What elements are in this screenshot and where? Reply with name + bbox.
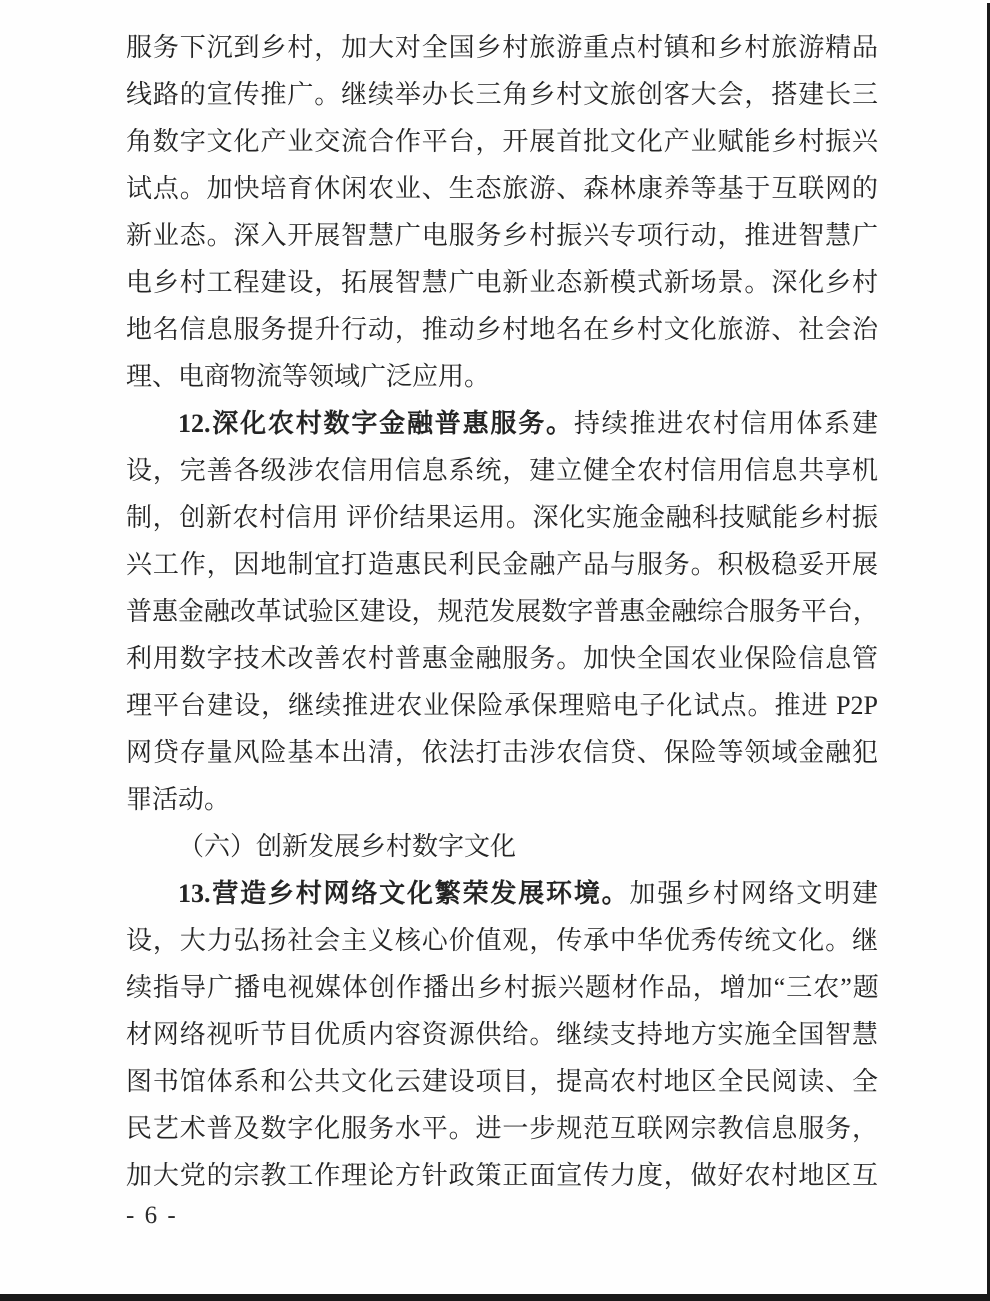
page-body: [126, 24, 878, 1199]
text-line: 地名信息服务提升行动，推动乡村地名在乡村文化旅游、社会治: [126, 315, 878, 344]
text-line: 续指导广播电视媒体创作播出乡村振兴题材作品，增加“三农”题: [126, 973, 878, 1002]
text-line: 角数字文化产业交流合作平台，开展首批文化产业赋能乡村振兴: [126, 127, 878, 156]
text-line: 设，大力弘扬社会主义核心价值观，传承中华优秀传统文化。继: [126, 926, 878, 955]
text-line: 线路的宣传推广。继续举办长三角乡村文旅创客大会，搭建长三: [126, 80, 878, 109]
paragraph-heading-bold: 13.营造乡村网络文化繁荣发展环境。: [178, 879, 630, 908]
text-line: 图书馆体系和公共文化云建设项目，提高农村地区全民阅读、全: [126, 1067, 878, 1096]
text-line: 理平台建设，继续推进农业保险承保理赔电子化试点。推进 P2P: [126, 691, 878, 720]
page-number: - 6 -: [126, 1202, 178, 1229]
text-line: 试点。加快培育休闲农业、生态旅游、森林康养等基于互联网的: [126, 174, 878, 203]
text-line: 罪活动。: [126, 785, 231, 814]
text-line: 民艺术普及数字化服务水平。进一步规范互联网宗教信息服务，: [126, 1114, 878, 1143]
text-line: 13.营造乡村网络文化繁荣发展环境。加强乡村网络文明建: [178, 879, 878, 908]
text-line: 理、电商物流等领域广泛应用。: [126, 362, 491, 391]
text-line: 利用数字技术改善农村普惠金融服务。加快全国农业保险信息管: [126, 644, 878, 673]
text-line: 普惠金融改革试验区建设，规范发展数字普惠金融综合服务平台，: [126, 597, 878, 626]
text-line: 加大党的宗教工作理论方针政策正面宣传力度，做好农村地区互: [126, 1161, 878, 1190]
text-line: （六）创新发展乡村数字文化: [178, 832, 517, 861]
text-line: 12.深化农村数字金融普惠服务。持续推进农村信用体系建: [178, 409, 878, 438]
text-line: 电乡村工程建设，拓展智慧广电新业态新模式新场景。深化乡村: [126, 268, 878, 297]
text-line: 网贷存量风险基本出清，依法打击涉农信贷、保险等领域金融犯: [126, 738, 878, 767]
text-line: 设，完善各级涉农信用信息系统，建立健全农村信用信息共享机: [126, 456, 878, 485]
text-line: 兴工作，因地制宜打造惠民利民金融产品与服务。积极稳妥开展: [126, 550, 878, 579]
paragraph-heading-bold: 12.深化农村数字金融普惠服务。: [178, 409, 574, 438]
text-line: 材网络视听节目优质内容资源供给。继续支持地方实施全国智慧: [126, 1020, 878, 1049]
text-line: 服务下沉到乡村，加大对全国乡村旅游重点村镇和乡村旅游精品: [126, 33, 878, 62]
scan-border-bottom: [0, 1294, 990, 1301]
text-line: 新业态。深入开展智慧广电服务乡村振兴专项行动，推进智慧广: [126, 221, 878, 250]
text-line: 制，创新农村信用 评价结果运用。深化实施金融科技赋能乡村振: [126, 503, 878, 532]
